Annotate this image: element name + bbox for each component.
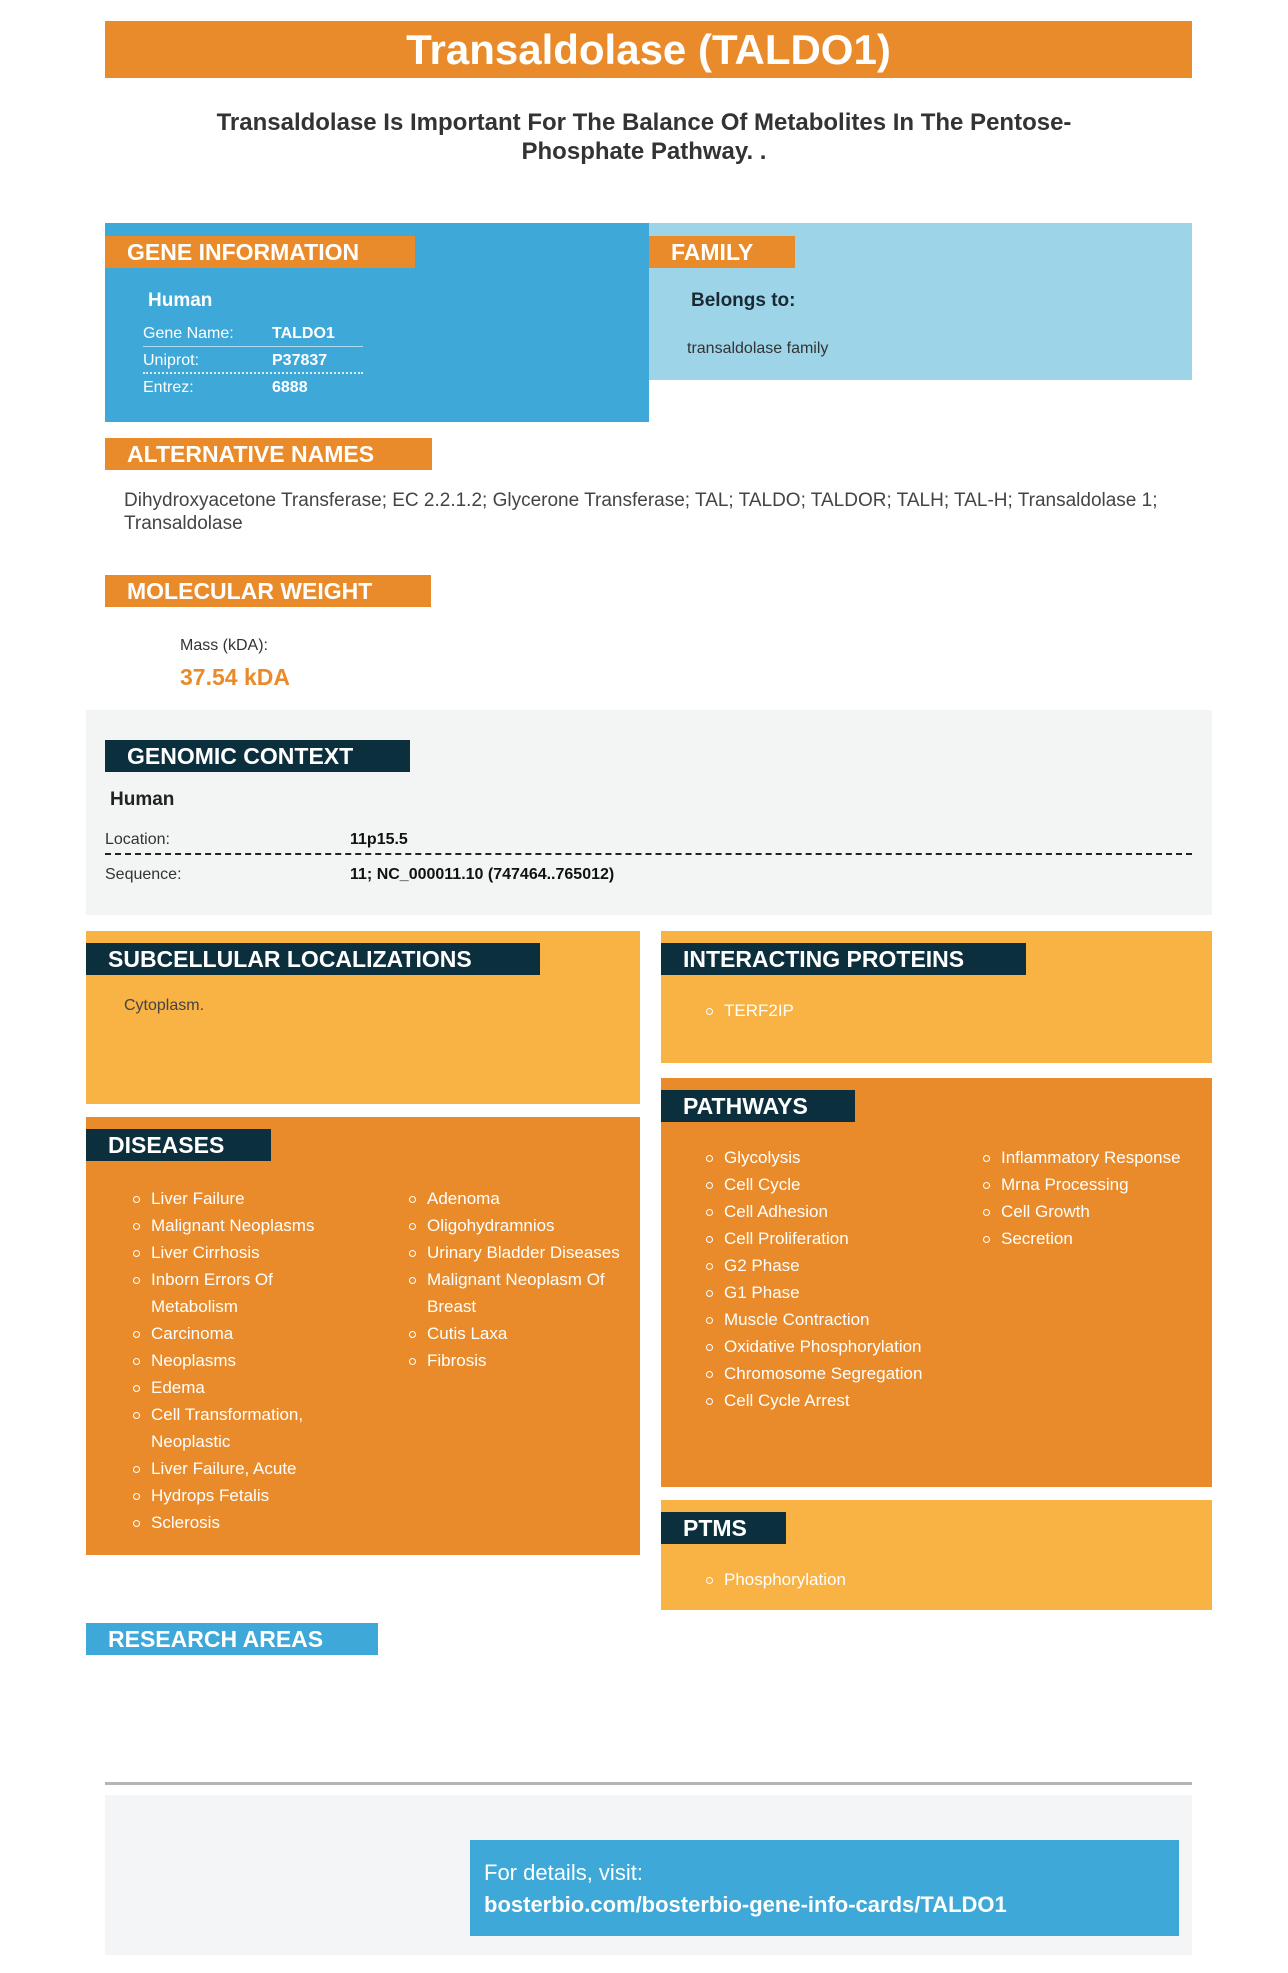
diseases-header: DISEASES xyxy=(86,1129,271,1161)
list-item: Cell Transformation, Neoplastic xyxy=(131,1401,346,1455)
list-item: Oligohydramnios xyxy=(407,1212,627,1239)
list-item: TERF2IP xyxy=(704,997,794,1024)
genomic-context-panel xyxy=(86,710,1212,915)
ptms-panel xyxy=(661,1500,1212,1610)
diseases-list-col1 xyxy=(131,1185,346,1536)
list-item: Liver Failure, Acute xyxy=(131,1455,346,1482)
subcellular-panel xyxy=(86,931,640,1104)
list-item: Malignant Neoplasms xyxy=(131,1212,346,1239)
list-item: Secretion xyxy=(981,1225,1206,1252)
uniprot-value: P37837 xyxy=(272,352,328,369)
gene-info-table xyxy=(143,320,363,401)
list-item: Cell Adhesion xyxy=(704,1198,944,1225)
list-item: Phosphorylation xyxy=(704,1566,846,1593)
interacting-proteins-header: INTERACTING PROTEINS xyxy=(661,943,1026,975)
sequence-row xyxy=(105,860,1192,890)
list-item: Cell Growth xyxy=(981,1198,1206,1225)
list-item: Cell Cycle Arrest xyxy=(704,1387,944,1414)
list-item: Fibrosis xyxy=(407,1347,627,1374)
list-item: Liver Cirrhosis xyxy=(131,1239,346,1266)
subcellular-header: SUBCELLULAR LOCALIZATIONS xyxy=(86,943,540,975)
gene-name-row xyxy=(143,320,363,347)
list-item: Glycolysis xyxy=(704,1144,944,1171)
pathways-header: PATHWAYS xyxy=(661,1090,855,1122)
list-item: Cutis Laxa xyxy=(407,1320,627,1347)
gene-information-panel xyxy=(105,223,649,422)
mass-value: 37.54 kDA xyxy=(180,664,290,690)
list-item: G1 Phase xyxy=(704,1279,944,1306)
interacting-proteins-list xyxy=(704,997,794,1024)
diseases-list-col2 xyxy=(407,1185,627,1374)
list-item: G2 Phase xyxy=(704,1252,944,1279)
list-item: Chromosome Segregation xyxy=(704,1360,944,1387)
entrez-row xyxy=(143,374,363,401)
list-item: Edema xyxy=(131,1374,346,1401)
gene-name-value: TALDO1 xyxy=(272,325,335,342)
interacting-proteins-panel xyxy=(661,931,1212,1063)
diseases-panel xyxy=(86,1117,640,1555)
subcellular-text: Cytoplasm. xyxy=(124,997,205,1014)
family-panel xyxy=(649,223,1192,380)
alternative-names-text: Dihydroxyacetone Transferase; EC 2.2.1.2; Glycerone Transferase; TAL; TALDO; TALDOR; TALH; TAL-H; Transaldolase 1; Transaldolase xyxy=(124,490,1158,534)
summary-text: Transaldolase Is Important For The Balance Of Metabolites In The Pentose-Phosphate Pathway. . xyxy=(216,109,1072,165)
ptms-header: PTMS xyxy=(661,1512,786,1544)
list-item: Liver Failure xyxy=(131,1185,346,1212)
genomic-species: Human xyxy=(110,789,175,810)
list-item: Neoplasms xyxy=(131,1347,346,1374)
gene-information-header: GENE INFORMATION xyxy=(105,236,415,268)
family-subheader: Belongs to: xyxy=(691,290,796,311)
list-item: Urinary Bladder Diseases xyxy=(407,1239,627,1266)
gene-species: Human xyxy=(148,290,213,311)
pathways-panel xyxy=(661,1078,1212,1487)
list-item: Stem Cell Markers xyxy=(115,1691,275,1718)
list-item: Oxidative Phosphorylation xyxy=(704,1333,944,1360)
footer-prefix: For details, visit: xyxy=(484,1860,643,1885)
research-areas-header: RESEARCH AREAS xyxy=(86,1623,378,1655)
location-label: Location: xyxy=(105,831,170,848)
pathways-list-col2 xyxy=(981,1144,1206,1252)
sequence-label: Sequence: xyxy=(105,866,182,883)
location-value: 11p15.5 xyxy=(350,831,408,848)
footer-link-box[interactable] xyxy=(470,1840,1179,1936)
list-item: Cell Proliferation xyxy=(704,1225,944,1252)
list-item: Adenoma xyxy=(407,1185,627,1212)
molecular-weight-header: MOLECULAR WEIGHT xyxy=(105,575,431,607)
entrez-label: Entrez: xyxy=(143,379,194,396)
list-item: Cell Cycle xyxy=(704,1171,944,1198)
pathways-list-col1 xyxy=(704,1144,944,1414)
genomic-context-header: GENOMIC CONTEXT xyxy=(105,740,410,772)
footer-link[interactable]: bosterbio.com/bosterbio-gene-info-cards/TALDO1 xyxy=(484,1892,1007,1917)
family-header: FAMILY xyxy=(649,236,795,268)
list-item: Inflammatory Response xyxy=(981,1144,1206,1171)
research-areas-list xyxy=(115,1691,275,1718)
uniprot-label: Uniprot: xyxy=(143,352,200,369)
footer-divider xyxy=(105,1782,1192,1785)
family-value: transaldolase family xyxy=(687,340,829,357)
list-item: Inborn Errors Of Metabolism xyxy=(131,1266,346,1320)
ptms-list xyxy=(704,1566,846,1593)
list-item: Carcinoma xyxy=(131,1320,346,1347)
page-title: Transaldolase (TALDO1) xyxy=(105,21,1192,78)
list-item: Malignant Neoplasm Of Breast xyxy=(407,1266,627,1320)
entrez-value: 6888 xyxy=(272,379,308,396)
mass-label: Mass (kDA): xyxy=(180,637,268,654)
gene-name-label: Gene Name: xyxy=(143,325,234,342)
list-item: Muscle Contraction xyxy=(704,1306,944,1333)
list-item: Sclerosis xyxy=(131,1509,346,1536)
list-item: Hydrops Fetalis xyxy=(131,1482,346,1509)
alternative-names-header: ALTERNATIVE NAMES xyxy=(105,438,432,470)
list-item: Mrna Processing xyxy=(981,1171,1206,1198)
location-row xyxy=(105,825,1192,855)
uniprot-row xyxy=(143,347,363,374)
sequence-value: 11; NC_000011.10 (747464..765012) xyxy=(350,866,615,883)
